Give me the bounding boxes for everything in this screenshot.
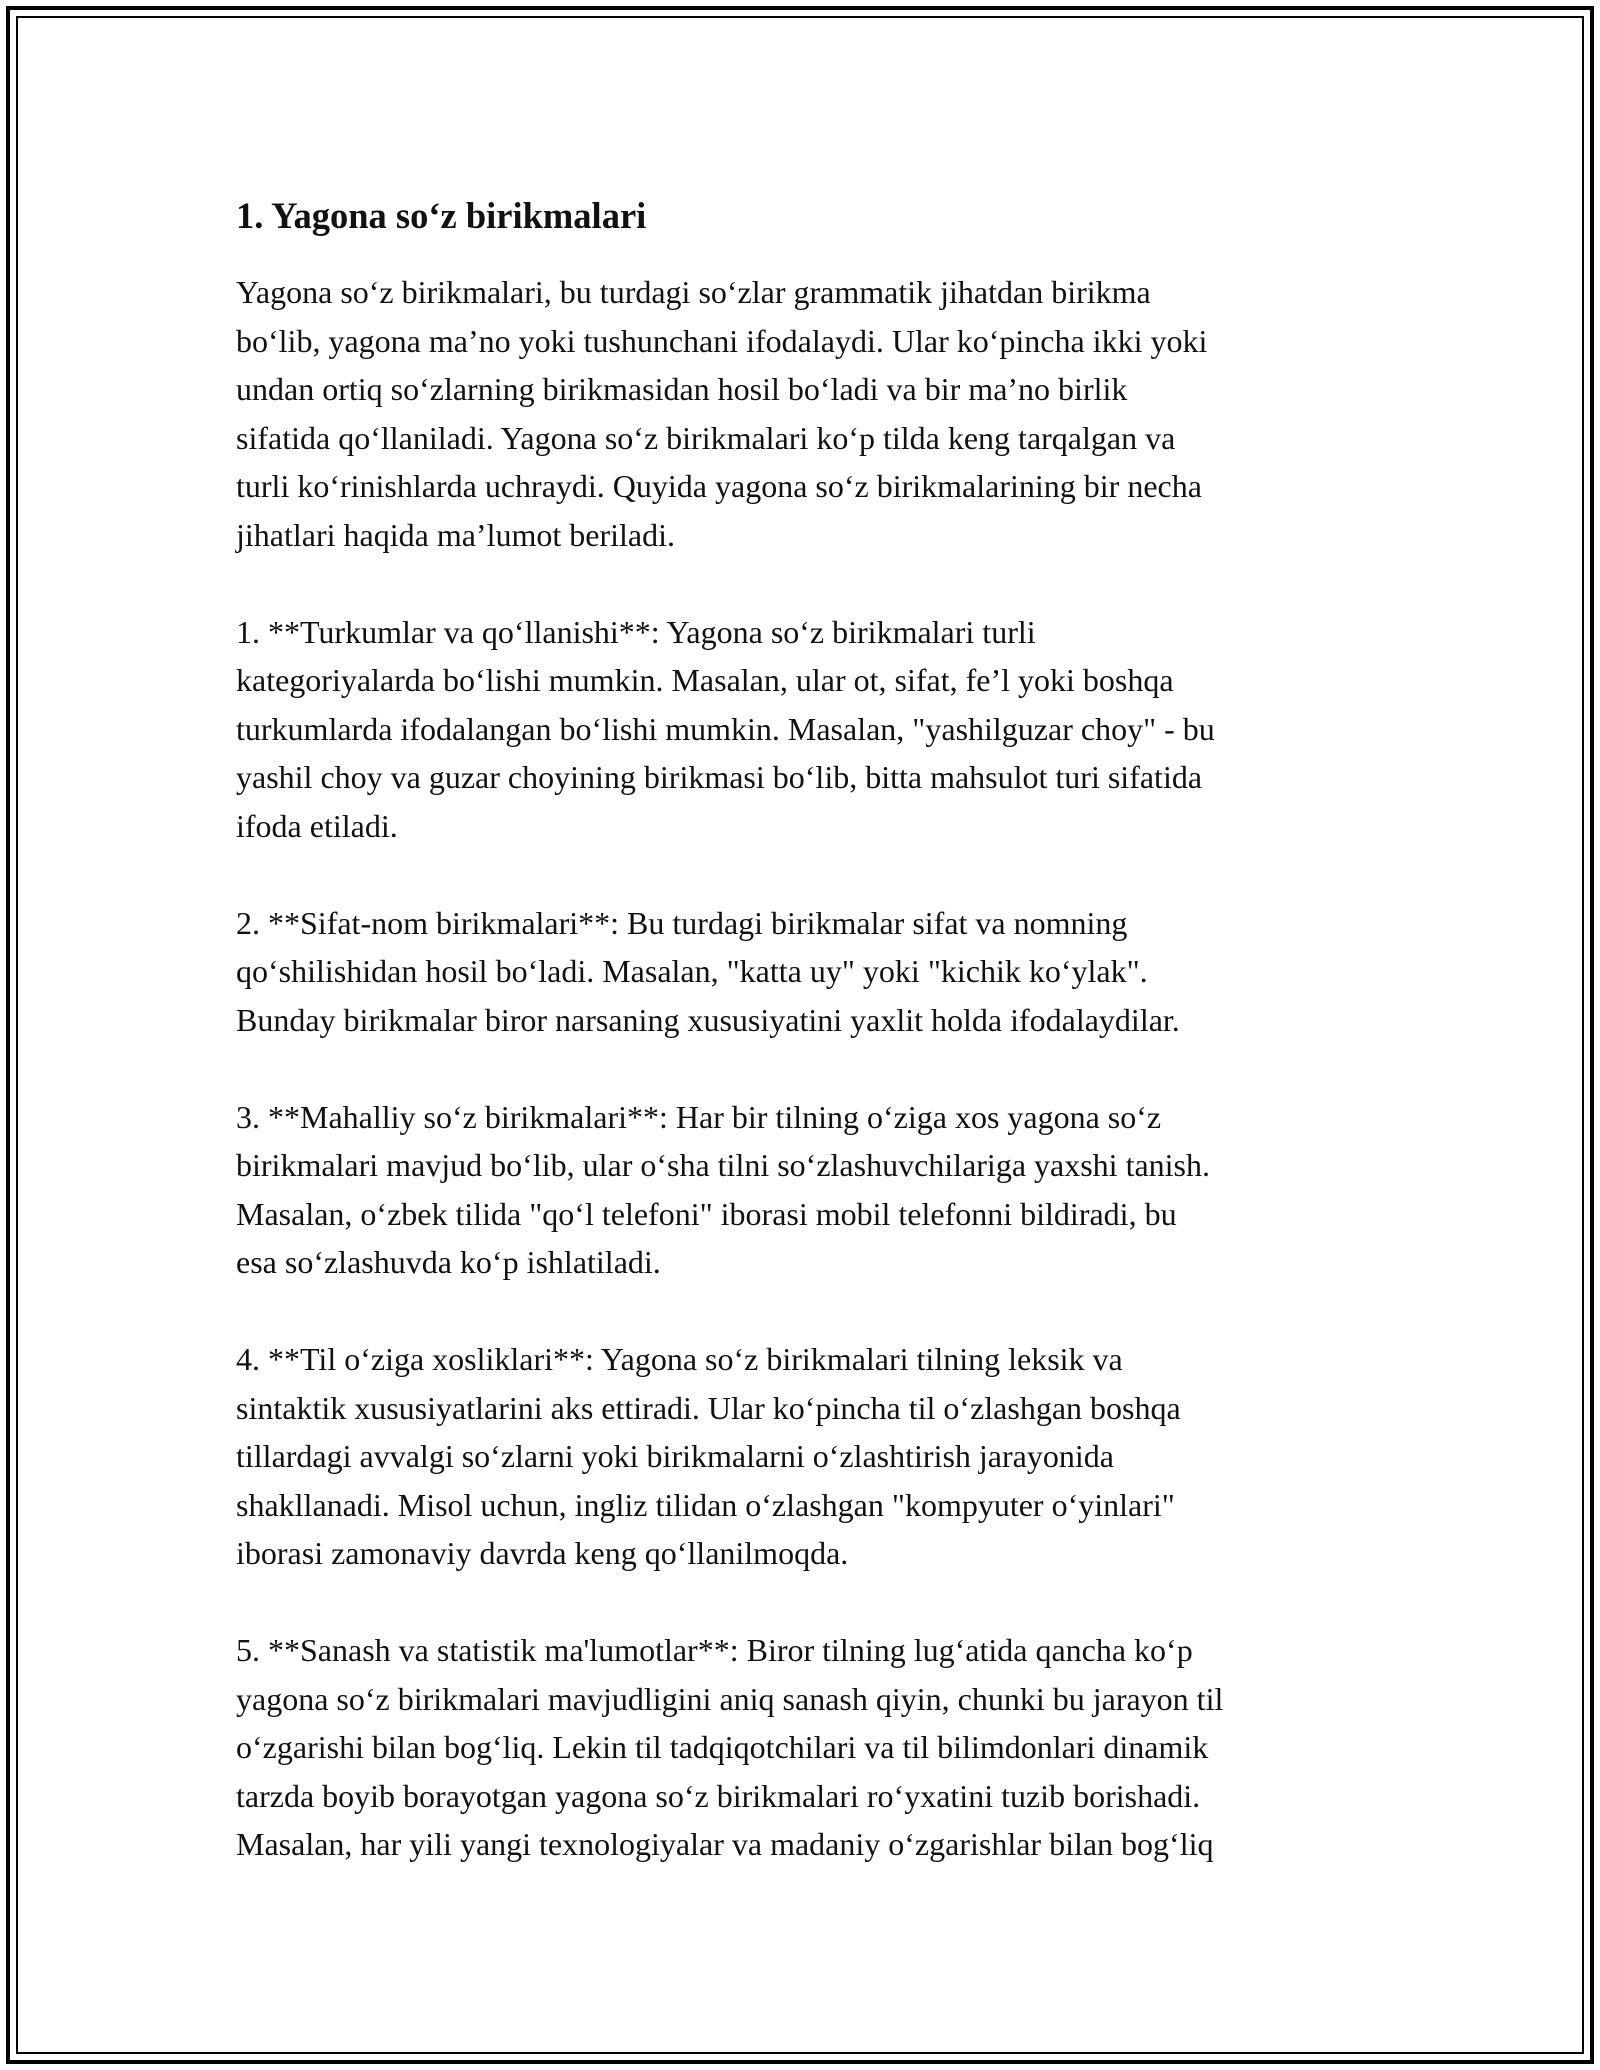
paragraph-line: 1. **Turkumlar va qo‘llanishi**: Yagona so‘z birikmalari turli bbox=[236, 613, 1036, 650]
paragraph-line: 3. **Mahalliy so‘z birikmalari**: Har bir tilning o‘ziga xos yagona so‘z bbox=[236, 1098, 1162, 1135]
list-item-3-paragraph bbox=[236, 1093, 1376, 1287]
section-heading: 1. Yagona so‘z birikmalari bbox=[236, 195, 647, 236]
list-item-1-paragraph bbox=[236, 608, 1376, 851]
paragraph-line: qo‘shilishidan hosil bo‘ladi. Masalan, "katta uy" yoki "kichik ko‘ylak". bbox=[236, 953, 1148, 989]
paragraph-line: 2. **Sifat-nom birikmalari**: Bu turdagi birikmalar sifat va nomning bbox=[236, 904, 1128, 941]
paragraph-line: ifoda etiladi. bbox=[236, 807, 398, 844]
paragraph-line: birikmalari mavjud bo‘lib, ular o‘sha tilni so‘zlashuvchilariga yaxshi tanish. bbox=[236, 1147, 1210, 1183]
paragraph-line: esa so‘zlashuvda ko‘p ishlatiladi. bbox=[236, 1244, 661, 1280]
paragraph-line: sintaktik xususiyatlarini aks ettiradi. Ular ko‘pincha til o‘zlashgan boshqa bbox=[236, 1389, 1181, 1426]
list-item-4-paragraph bbox=[236, 1335, 1376, 1578]
paragraph-line: jihatlari haqida ma’lumot beriladi. bbox=[236, 516, 675, 553]
document-body bbox=[236, 188, 1376, 1917]
paragraph-line: Yagona so‘z birikmalari, bu turdagi so‘zlar grammatik jihatdan birikma bbox=[236, 274, 1151, 310]
list-item-2-paragraph bbox=[236, 899, 1376, 1045]
paragraph-line: kategoriyalarda bo‘lishi mumkin. Masalan, ular ot, sifat, fe’l yoki boshqa bbox=[236, 662, 1174, 698]
list-item-5-paragraph bbox=[236, 1626, 1376, 1869]
paragraph-line: turkumlarda ifodalangan bo‘lishi mumkin. Masalan, "yashilguzar choy" - bu bbox=[236, 710, 1215, 747]
paragraph-line: Bunday birikmalar biror narsaning xususiyatini yaxlit holda ifodalaydilar. bbox=[236, 1001, 1180, 1038]
intro-paragraph bbox=[236, 268, 1376, 559]
paragraph-line: turli ko‘rinishlarda uchraydi. Quyida yagona so‘z birikmalarining bir necha bbox=[236, 468, 1202, 504]
paragraph-line: bo‘lib, yagona ma’no yoki tushunchani ifodalaydi. Ular ko‘pincha ikki yoki bbox=[236, 322, 1208, 359]
paragraph-line: 5. **Sanash va statistik ma'lumotlar**: Biror tilning lug‘atida qancha ko‘p bbox=[236, 1632, 1193, 1668]
paragraph-line: Masalan, har yili yangi texnologiyalar va madaniy o‘zgarishlar bilan bog‘liq bbox=[236, 1826, 1214, 1862]
paragraph-line: sifatida qo‘llaniladi. Yagona so‘z birikmalari ko‘p tilda keng tarqalgan va bbox=[236, 419, 1176, 456]
paragraph-line: tarzda boyib borayotgan yagona so‘z birikmalari ro‘yxatini tuzib borishadi. bbox=[236, 1777, 1201, 1814]
paragraph-line: undan ortiq so‘zlarning birikmasidan hosil bo‘ladi va bir ma’no birlik bbox=[236, 371, 1128, 407]
paragraph-line: 4. **Til o‘ziga xosliklari**: Yagona so‘z birikmalari tilning leksik va bbox=[236, 1341, 1123, 1377]
paragraph-line: iborasi zamonaviy davrda keng qo‘llanilmoqda. bbox=[236, 1535, 849, 1571]
paragraph-line: yagona so‘z birikmalari mavjudligini aniq sanash qiyin, chunki bu jarayon til bbox=[236, 1680, 1224, 1717]
paragraph-line: shakllanadi. Misol uchun, ingliz tilidan o‘zlashgan "kompyuter o‘yinlari" bbox=[236, 1486, 1175, 1523]
paragraph-line: yashil choy va guzar choyining birikmasi bo‘lib, bitta mahsulot turi sifatida bbox=[236, 759, 1203, 795]
paragraph-line: Masalan, o‘zbek tilida "qo‘l telefoni" iborasi mobil telefonni bildiradi, bu bbox=[236, 1195, 1177, 1232]
paragraph-line: tillardagi avvalgi so‘zlarni yoki birikmalarni o‘zlashtirish jarayonida bbox=[236, 1438, 1114, 1474]
paragraph-line: o‘zgarishi bilan bog‘liq. Lekin til tadqiqotchilari va til bilimdonlari dinamik bbox=[236, 1729, 1209, 1765]
